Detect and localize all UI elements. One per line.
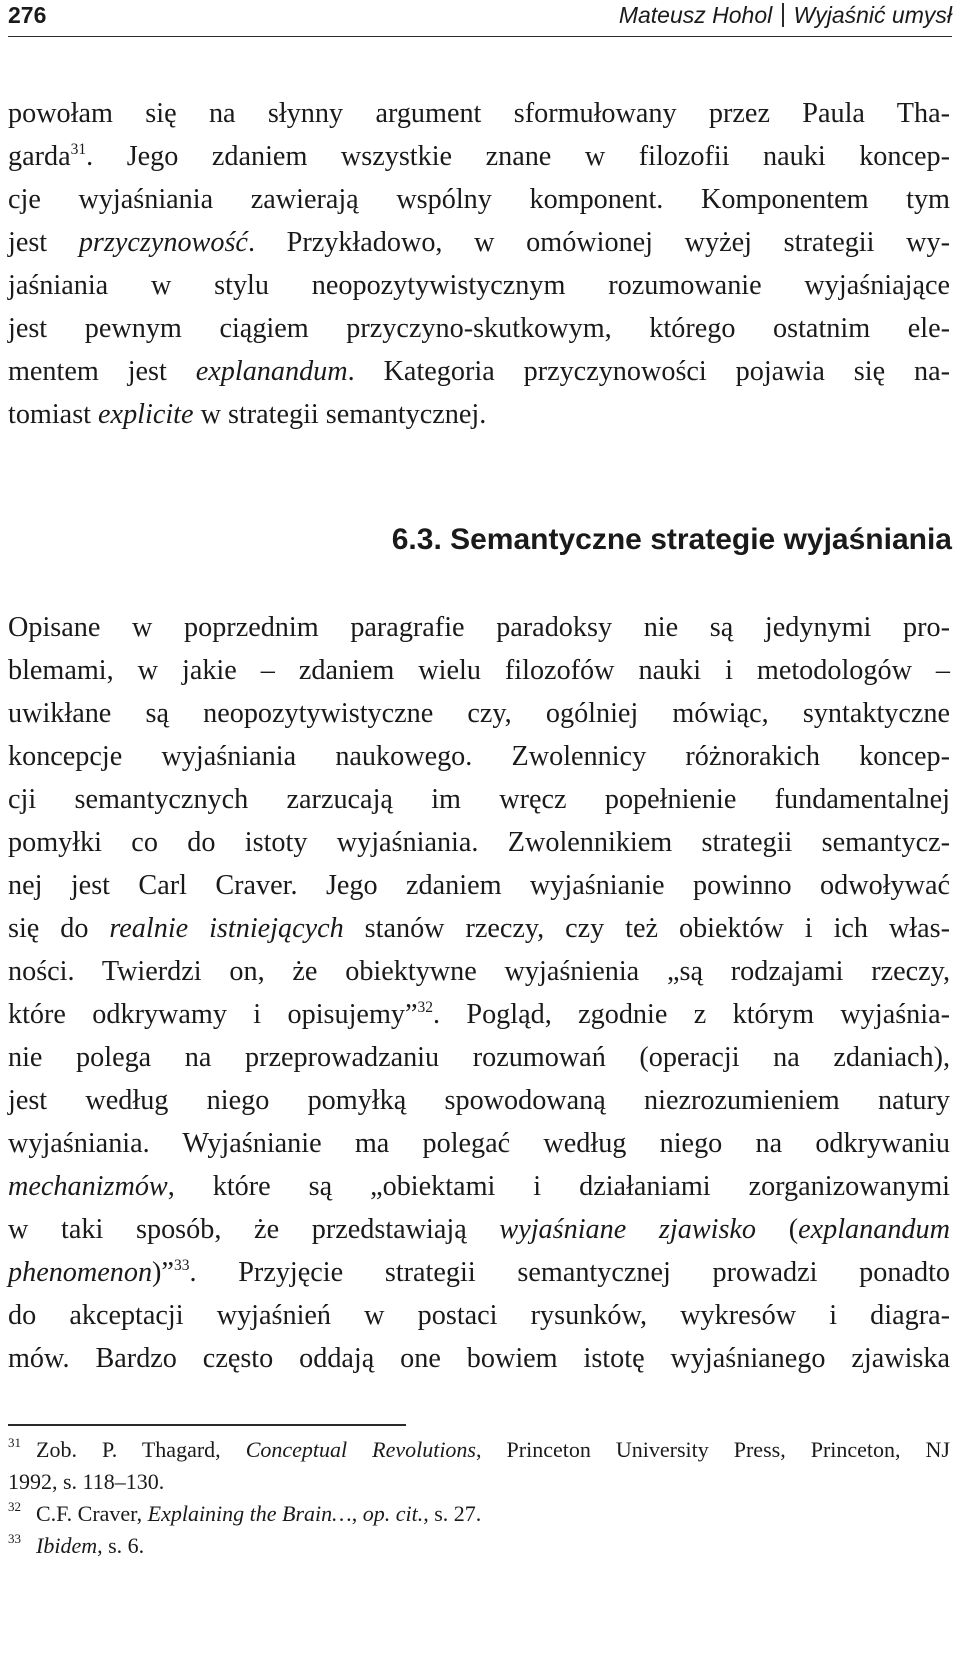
text-line: uwikłane są neopozytywistyczne czy, ogólniej mówiąc, syntaktyczne: [8, 698, 950, 729]
paragraph-continued: [8, 92, 950, 436]
text-line: mów. Bardzo często oddają one bowiem istotę wyjaśnianego zjawiska: [8, 1343, 950, 1374]
text-line: jest według niego pomyłką spowodowaną niezrozumieniem natury: [8, 1085, 950, 1116]
text-line: w taki sposób, że przedstawiają wyjaśniane zjawisko (explanandum: [8, 1214, 950, 1245]
footnote-number: 31: [8, 1435, 21, 1450]
text-line: do akceptacji wyjaśnień w postaci rysunków, wykresów i diagra-: [8, 1300, 950, 1331]
footnote-number: 33: [8, 1531, 21, 1546]
text-line: nie polega na przeprowadzaniu rozumowań (operacji na zdaniach),: [8, 1042, 950, 1073]
header-separator: [782, 3, 783, 27]
footnote-line: 1992, s. 118–130.: [8, 1469, 165, 1494]
text-line: się do realnie istniejących stanów rzeczy, czy też obiektów i ich włas-: [8, 913, 951, 944]
emphasis: Explaining the Brain…: [147, 1501, 352, 1526]
text-line: powołam się na słynny argument sformułowany przez Paula Tha-: [8, 98, 950, 129]
emphasis: Conceptual Revolutions: [245, 1437, 476, 1462]
footnote-31: [8, 1434, 950, 1498]
text-line: koncepcje wyjaśniania naukowego. Zwolennicy różnorakich koncep-: [8, 741, 950, 772]
text-line: jest przyczynowość. Przykładowo, w omówionej wyżej strategii wy-: [8, 227, 950, 258]
emphasis: Ibidem: [36, 1533, 98, 1558]
emphasis: phenomenon: [8, 1257, 153, 1288]
text-line: jest pewnym ciągiem przyczyno-skutkowym, którego ostatnim ele-: [8, 313, 950, 344]
text-line: tomiast explicite w strategii semantycznej.: [8, 399, 487, 430]
text-line: garda$^{31}$. Jego zdaniem wszystkie znane w filozofii nauki koncep-: [8, 141, 950, 172]
text-line: Opisane w poprzednim paragrafie paradoksy nie są jedynymi pro-: [8, 612, 950, 643]
emphasis: realnie istniejących: [109, 913, 344, 944]
footnote-rule: [8, 1424, 406, 1426]
footnote-ref-31[interactable]: 31: [70, 141, 87, 159]
emphasis: wyjaśniane zjawisko: [499, 1214, 757, 1245]
footnote-ref-33[interactable]: 33: [173, 1257, 190, 1275]
emphasis: op. cit.: [362, 1501, 424, 1526]
footnote-line: Zob. P. Thagard, Conceptual Revolutions, Princeton University Press, Princeton, NJ: [36, 1437, 950, 1462]
emphasis: explicite: [98, 399, 194, 430]
text-line: pomyłki co do istoty wyjaśniania. Zwolennikiem strategii semantycz-: [8, 827, 950, 858]
emphasis: przyczynowość: [78, 227, 248, 258]
footnote-line: C.F. Craver, Explaining the Brain…, op. cit., s. 27.: [36, 1501, 482, 1526]
emphasis: mechanizmów: [8, 1171, 168, 1202]
text-line: phenomenon)”$^{33}$. Przyjęcie strategii semantycznej prowadzi ponadto: [8, 1257, 950, 1288]
text-line: nej jest Carl Craver. Jego zdaniem wyjaśnianie powinno odwoływać: [8, 870, 950, 901]
footnote-number: 32: [8, 1499, 21, 1514]
text-line: które odkrywamy i opisujemy”$^{32}$. Pogląd, zgodnie z którym wyjaśnia-: [8, 999, 950, 1030]
running-head: [8, 0, 952, 37]
footnote-32: [8, 1498, 950, 1530]
emphasis: explanandum: [195, 356, 348, 387]
footnote-ref-32[interactable]: 32: [417, 999, 433, 1017]
page-number: 276: [8, 2, 47, 28]
emphasis: explanandum: [798, 1214, 950, 1245]
author-name: Mateusz Hohol: [618, 2, 773, 28]
text-line: wyjaśniania. Wyjaśnianie ma polegać według niego na odkrywaniu: [8, 1128, 950, 1159]
section-heading: 6.3. Semantyczne strategie wyjaśniania: [391, 523, 952, 556]
text-line: mechanizmów, które są „obiektami i działaniami zorganizowanymi: [8, 1171, 950, 1202]
book-title: Wyjaśnić umysł: [793, 2, 952, 28]
text-line: blemami, w jakie – zdaniem wielu filozofów nauki i metodologów –: [8, 655, 950, 686]
text-line: cje wyjaśniania zawierają wspólny komponent. Komponentem tym: [8, 184, 950, 215]
text-line: ności. Twierdzi on, że obiektywne wyjaśnienia „są rodzajami rzeczy,: [8, 956, 950, 987]
footnote-line: Ibidem, s. 6.: [36, 1533, 145, 1558]
section-paragraph: [8, 606, 950, 1380]
running-title: [619, 2, 952, 29]
text-line: jaśniania w stylu neopozytywistycznym rozumowanie wyjaśniające: [8, 270, 950, 301]
footnote-33: [8, 1530, 950, 1562]
text-line: cji semantycznych zarzucają im wręcz popełnienie fundamentalnej: [8, 784, 950, 815]
footnotes: [8, 1434, 950, 1562]
text-line: mentem jest explanandum. Kategoria przyczynowości pojawia się na-: [8, 356, 950, 387]
